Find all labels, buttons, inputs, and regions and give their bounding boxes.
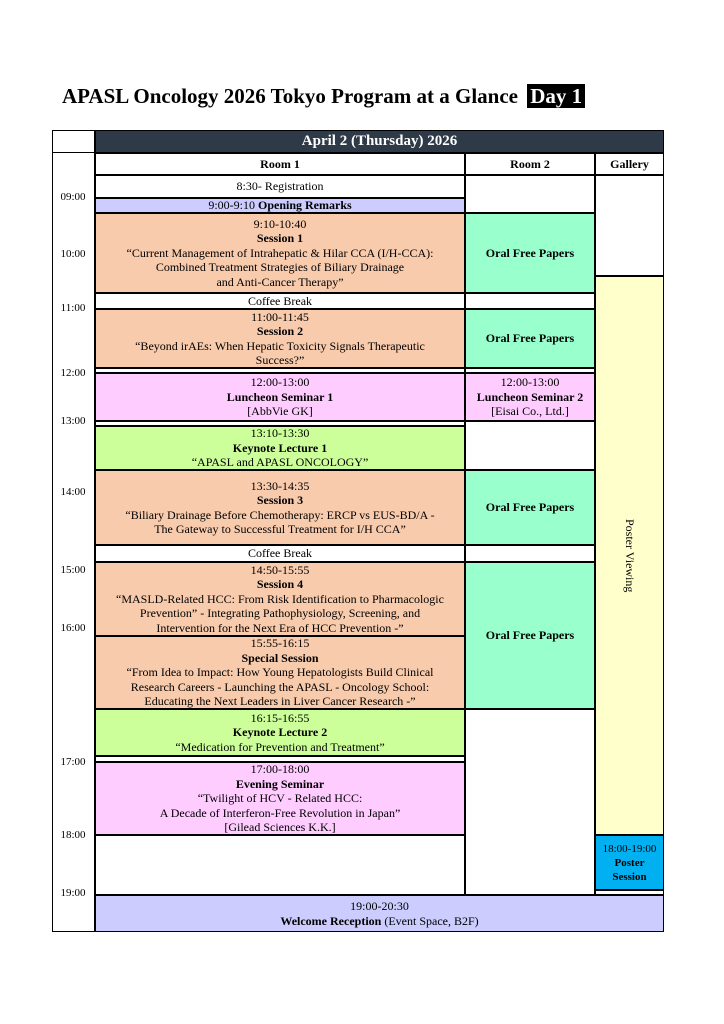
- session4-line: Intervention for the Next Era of HCC Prevention -”: [156, 620, 404, 635]
- special-line: Research Careers - Launching the APASL - Oncology School:: [130, 679, 430, 694]
- luncheon-seminar-2: [465, 373, 595, 421]
- session1-line: “Current Management of Intrahepatic & Hilar CCA (I/H-CCA):: [126, 245, 434, 260]
- oral-label: Oral Free Papers: [485, 245, 575, 260]
- session1-label: Session 1: [256, 231, 304, 246]
- poster-session-line: Session: [612, 870, 647, 883]
- empty-cell: [95, 835, 465, 895]
- luncheon1-label: Luncheon Seminar 1: [226, 389, 334, 404]
- registration-cell: [95, 175, 465, 198]
- oral-free-papers-1: [465, 213, 595, 293]
- coffee-break-label: Coffee Break: [247, 546, 313, 561]
- special-session-cell: [95, 636, 465, 709]
- empty-cell: [595, 175, 664, 276]
- time-label: 12:00: [60, 367, 86, 379]
- opening-label: Opening Remarks: [257, 198, 352, 213]
- luncheon1-sponsor: [AbbVie GK]: [247, 404, 313, 419]
- title-main: APASL Oncology 2026 Tokyo Program at a Glance: [62, 84, 518, 108]
- time-label: 16:00: [60, 622, 86, 634]
- session4-line: Prevention” - Integrating Pathophysiology, Screening, and: [139, 606, 421, 621]
- page-title: [62, 84, 585, 109]
- luncheon1-time: 12:00-13:00: [250, 375, 310, 390]
- welcome-reception-cell: [95, 895, 664, 932]
- empty-cell: [465, 545, 595, 562]
- evening-seminar-cell: [95, 762, 465, 835]
- empty-cell: [465, 709, 595, 895]
- luncheon2-time: 12:00-13:00: [500, 375, 560, 390]
- keynote2-label: Keynote Lecture 2: [232, 725, 328, 740]
- keynote1-line: “APASL and APASL ONCOLOGY”: [191, 455, 369, 470]
- oral-label: Oral Free Papers: [485, 628, 575, 643]
- session4-label: Session 4: [256, 577, 304, 592]
- registration-text: 8:30- Registration: [236, 179, 324, 194]
- date-label: April 2 (Thursday) 2026: [301, 133, 458, 150]
- luncheon2-label: Luncheon Seminar 2: [476, 389, 584, 404]
- reception-venue: (Event Space, B2F): [381, 913, 479, 928]
- luncheon-seminar-1: [95, 373, 465, 421]
- title-day-badge: Day 1: [527, 84, 585, 108]
- session3-line: “Biliary Drainage Before Chemotherapy: ERCP vs EUS-BD/A -: [125, 507, 435, 522]
- opening-remarks-cell: [95, 198, 465, 213]
- evening-line: “Twilight of HCV - Related HCC:: [197, 791, 363, 806]
- session1-line: and Anti-Cancer Therapy”: [216, 274, 344, 289]
- time-label: 17:00: [60, 756, 86, 768]
- room2-label: Room 2: [510, 156, 550, 171]
- coffee-break-1: [95, 293, 465, 309]
- session2-time: 11:00-11:45: [251, 309, 309, 324]
- special-label: Special Session: [241, 650, 319, 665]
- time-label: 18:00: [60, 829, 86, 841]
- evening-label: Evening Seminar: [235, 776, 325, 791]
- time-label: 10:00: [60, 248, 86, 260]
- session4-time: 14:50-15:55: [250, 562, 310, 577]
- oral-free-papers-3: [465, 470, 595, 545]
- keynote2-line: “Medication for Prevention and Treatment”: [175, 739, 385, 754]
- oral-free-papers-2: [465, 309, 595, 368]
- reception-time: 19:00-20:30: [350, 899, 409, 913]
- session3-cell: [95, 470, 465, 545]
- evening-time: 17:00-18:00: [250, 762, 310, 777]
- room2-header: [465, 153, 595, 175]
- corner-cell: [52, 130, 95, 153]
- session4-line: “MASLD-Related HCC: From Risk Identification to Pharmacologic: [116, 591, 444, 606]
- session2-line: “Beyond irAEs: When Hepatic Toxicity Signals Therapeutic: [135, 338, 425, 353]
- session1-cell: [95, 213, 465, 293]
- date-header: [95, 130, 664, 153]
- poster-session-time: 18:00-19:00: [602, 842, 657, 855]
- oral-free-papers-4: [465, 562, 595, 709]
- gallery-header: [595, 153, 664, 175]
- oral-label: Oral Free Papers: [485, 331, 575, 346]
- session3-line: The Gateway to Successful Treatment for I/H CCA”: [154, 522, 406, 536]
- session3-label: Session 3: [256, 493, 304, 507]
- keynote1-time: 13:10-13:30: [250, 426, 310, 441]
- reception-label: Welcome Reception: [280, 913, 382, 928]
- keynote1-label: Keynote Lecture 1: [232, 440, 328, 455]
- session2-label: Session 2: [256, 324, 304, 338]
- evening-sponsor: [Gilead Sciences K.K.]: [224, 820, 336, 835]
- opening-time: 9:00-9:10: [208, 198, 255, 213]
- room1-header: [95, 153, 465, 175]
- poster-session-cell: [595, 835, 664, 890]
- poster-session-line: Poster: [614, 856, 645, 869]
- time-label: 15:00: [60, 564, 86, 576]
- time-column: [52, 153, 95, 932]
- time-label: 11:00: [60, 302, 86, 314]
- keynote2-time: 16:15-16:55: [250, 710, 310, 725]
- gallery-label: Gallery: [610, 156, 649, 171]
- luncheon2-sponsor: [Eisai Co., Ltd.]: [491, 404, 569, 419]
- evening-line: A Decade of Interferon-Free Revolution in Japan”: [159, 805, 401, 820]
- session3-time: 13:30-14:35: [250, 478, 310, 493]
- empty-cell: [465, 421, 595, 470]
- coffee-break-2: [95, 545, 465, 562]
- poster-viewing-cell: [595, 276, 664, 835]
- special-time: 15:55-16:15: [250, 636, 310, 651]
- room1-label: Room 1: [260, 156, 300, 171]
- session4-cell: [95, 562, 465, 636]
- special-line: Educating the Next Leaders in Liver Cancer Research -”: [144, 694, 416, 709]
- session2-cell: [95, 309, 465, 368]
- time-label: 09:00: [60, 191, 86, 203]
- time-label: 13:00: [60, 415, 86, 427]
- session2-line: Success?”: [255, 353, 305, 367]
- keynote-lecture-1: [95, 426, 465, 470]
- time-label: 19:00: [60, 887, 86, 899]
- empty-cell: [465, 175, 595, 213]
- time-label: 14:00: [60, 486, 86, 498]
- special-line: “From Idea to Impact: How Young Hepatologists Build Clinical: [126, 665, 434, 680]
- empty-cell: [465, 293, 595, 309]
- session1-time: 9:10-10:40: [253, 216, 307, 231]
- keynote-lecture-2: [95, 709, 465, 756]
- oral-label: Oral Free Papers: [485, 500, 575, 515]
- poster-viewing-label: Poster Viewing: [622, 518, 637, 593]
- session1-line: Combined Treatment Strategies of Biliary Drainage: [155, 260, 405, 275]
- coffee-break-label: Coffee Break: [247, 293, 313, 308]
